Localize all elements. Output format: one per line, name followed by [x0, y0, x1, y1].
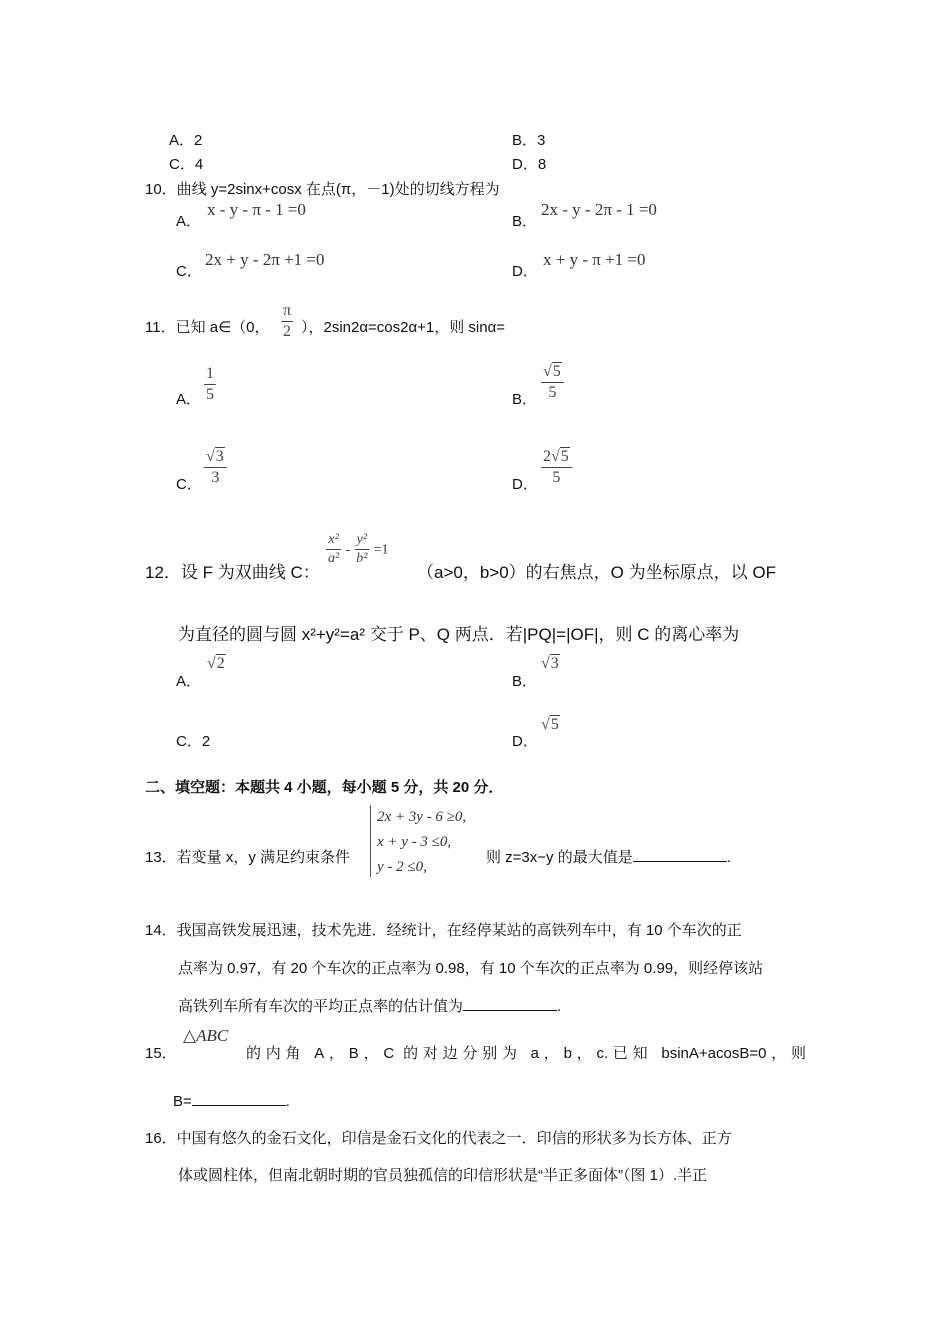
q9-option-b: B．3	[512, 132, 546, 149]
q10-b-expr: 2x - y - 2π - 1 =0	[541, 200, 657, 219]
q11-b-rad: 5	[552, 363, 561, 380]
q12-hyperbola-eq	[326, 532, 389, 567]
q16-line1: 16．中国有悠久的金石文化，印信是金石文化的代表之一．印信的形状多为长方体、正方	[145, 1130, 732, 1147]
q15-line2-text: B=	[173, 1093, 192, 1110]
q14-line1: 14．我国高铁发展迅速，技术先进．经统计，在经停某站的高铁列车中，有 10 个车次的正	[145, 922, 742, 939]
q12-a-value: √2	[207, 655, 225, 672]
q12-b-value: √3	[541, 655, 559, 672]
q12-b-rad: 3	[550, 655, 559, 672]
q11-stem-a: 11．已知 a∈（0，	[145, 319, 270, 336]
q12-line2: 为直径的圆与圆 x²+y²=a² 交于 P、Q 两点．若|PQ|=|OF|，则 C 的离心率为	[178, 625, 740, 644]
q11-pi-over-2	[281, 302, 293, 342]
q11-a-den: 5	[206, 386, 214, 404]
q15-end: .	[285, 1093, 290, 1110]
q11-a-num: 1	[204, 365, 216, 385]
q11-d-den: 5	[552, 469, 561, 487]
q12-stem-a: 12．设 F 为双曲线 C：	[145, 563, 320, 582]
q13-tail	[486, 846, 731, 867]
q15-line2	[173, 1091, 290, 1110]
q10-d-label: D．	[512, 263, 538, 280]
q12-y2: y²	[355, 532, 369, 550]
q14-line3	[178, 995, 561, 1016]
q11-b-label: B．	[512, 391, 538, 408]
q14-line2: 点率为 0.97，有 20 个车次的正点率为 0.98，有 10 个车次的正点率为 0.99，则经停该站	[178, 960, 764, 977]
section-2-heading: 二、填空题：本题共 4 小题，每小题 5 分，共 20 分．	[145, 779, 504, 796]
q10-c-expr: 2x + y - 2π +1 =0	[205, 250, 325, 269]
q12-stem-b: （a>0，b>0）的右焦点，O 为坐标原点，以 OF	[417, 563, 776, 582]
q9-option-c: C．4	[169, 156, 204, 173]
q14-answer-blank[interactable]	[463, 996, 557, 1011]
q11-two: 2	[283, 323, 292, 341]
q11-b-fraction: $\frac{√5}{5}$	[541, 363, 564, 403]
q9-option-d: D．8	[512, 156, 547, 173]
q13-end: .	[726, 849, 731, 866]
q12-minus: -	[345, 542, 351, 558]
q12-eq1: =1	[373, 542, 389, 558]
q13-answer-blank[interactable]	[633, 847, 727, 862]
q11-a-fraction	[204, 365, 216, 405]
q13-brace	[370, 805, 377, 877]
q11-c-fraction: $\frac{√3}{3}$	[204, 448, 227, 488]
q11-c-label: C．	[176, 476, 202, 493]
q13-constraint-2: x + y - 3 ≤0,	[377, 834, 452, 850]
q11-pi: π	[281, 302, 293, 322]
q10-stem: 10．曲线 y=2sinx+cosx 在点(π，－1)处的切线方程为	[145, 181, 500, 198]
q13-constraint-1: 2x + 3y - 6 ≥0,	[377, 809, 467, 825]
q13-stem: 13．若变量 x，y 满足约束条件	[145, 849, 351, 866]
q9-option-a: A．2	[169, 132, 203, 149]
q13-tail-text: 则 z=3x−y 的最大值是	[486, 849, 633, 866]
q11-b-den: 5	[548, 384, 557, 402]
q10-d-expr: x + y - π +1 =0	[543, 250, 646, 269]
q11-c-den: 3	[211, 469, 220, 487]
q12-b-label: B．	[512, 673, 538, 690]
q11-d-fraction: $\frac{2√5}{5}$	[541, 448, 572, 488]
q15-triangle: △ABC	[183, 1026, 229, 1045]
q13-constraint-3: y - 2 ≤0,	[377, 859, 427, 875]
q11-d-rad: 5	[560, 448, 569, 465]
q10-a-label: A．	[176, 213, 202, 230]
q11-c-rad: 3	[215, 448, 224, 465]
q11-d-coef: 2	[543, 448, 551, 465]
q11-a-label: A．	[176, 391, 202, 408]
q15-answer-blank[interactable]	[192, 1091, 286, 1106]
q12-a-label: A．	[176, 673, 202, 690]
q12-a-rad: 2	[216, 655, 225, 672]
q12-b2: b²	[356, 551, 368, 567]
q11-stem-b: ），2sin2α=cos2α+1，则 sinα=	[301, 319, 506, 336]
q10-b-label: B．	[512, 213, 538, 230]
q12-d-label: D．	[512, 733, 538, 750]
q12-a2: a²	[328, 551, 340, 567]
q10-c-label: C．	[176, 263, 202, 280]
q14-line3-text: 高铁列车所有车次的平均正点率的估计值为	[178, 998, 464, 1015]
q15-line1: 的内角 A，B，C 的对边分别为 a，b，c.已知 bsinA+acosB=0，则	[246, 1045, 806, 1062]
q12-x2: x²	[326, 532, 340, 550]
q12-d-value: √5	[541, 716, 559, 733]
q12-d-rad: 5	[550, 716, 559, 733]
q12-option-c: C．2	[176, 733, 211, 750]
q11-d-label: D．	[512, 476, 538, 493]
q16-line2: 体或圆柱体，但南北朝时期的官员独孤信的印信形状是“半正多面体”（图 1）.半正	[178, 1167, 708, 1184]
q14-end: .	[557, 998, 562, 1015]
q10-a-expr: x - y - π - 1 =0	[207, 200, 306, 219]
q15-number: 15．	[145, 1045, 177, 1062]
